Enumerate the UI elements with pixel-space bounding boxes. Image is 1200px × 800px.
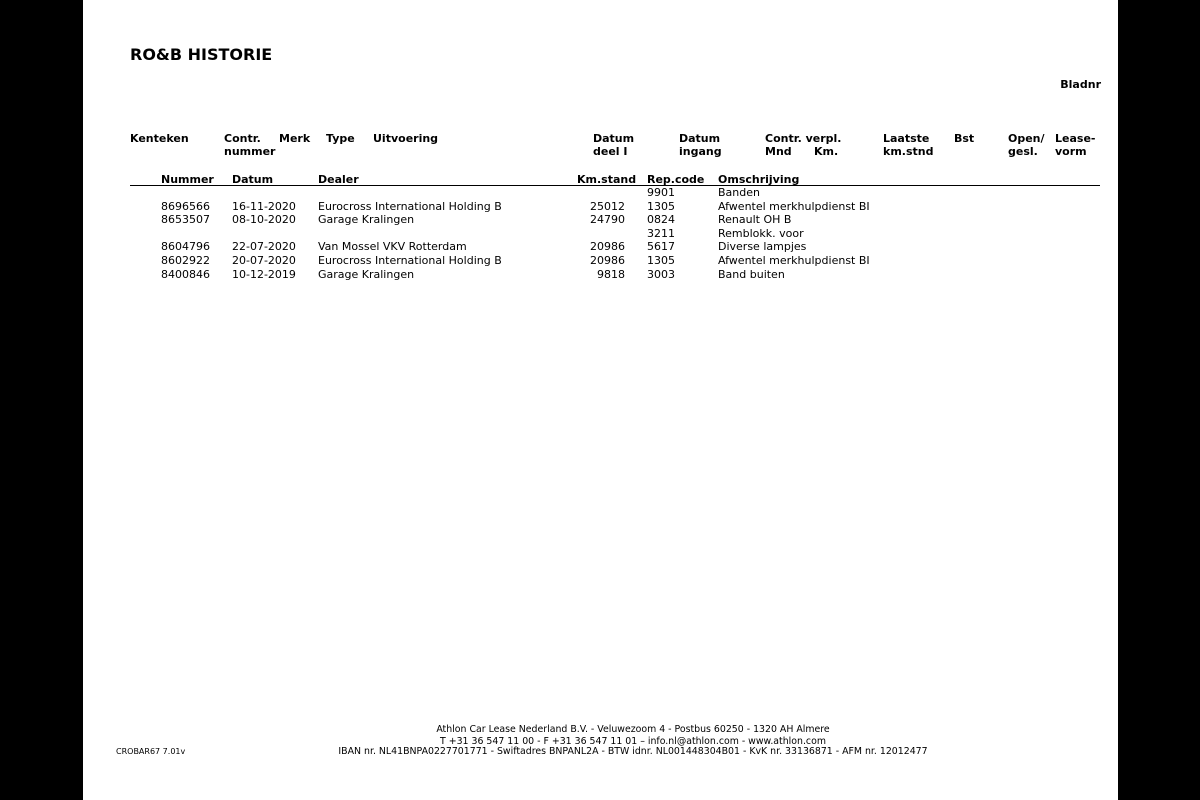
cell-km-stand: 20986 bbox=[590, 254, 625, 267]
cell-km-stand: 25012 bbox=[590, 199, 625, 213]
header-datum-deel: Datum deel I bbox=[593, 132, 635, 158]
cell-omschrijving: Afwentel merkhulpdienst BI bbox=[718, 199, 870, 213]
cell-nummer: 8602922 bbox=[161, 254, 210, 267]
page-number-label: Bladnr bbox=[1060, 78, 1101, 91]
cell-omschrijving: Band buiten bbox=[718, 267, 785, 281]
cell-datum: 22-07-2020 bbox=[232, 240, 296, 254]
cell-datum: 16-11-2020 bbox=[232, 199, 296, 213]
cell-km-stand: 20986 bbox=[590, 240, 625, 254]
cell-dealer: Eurocross International Holding B bbox=[318, 254, 502, 267]
cell-nummer: 8696566 bbox=[161, 199, 210, 213]
header-type: Type bbox=[326, 132, 355, 145]
header-uitvoering: Uitvoering bbox=[373, 132, 439, 145]
cell-dealer: Garage Kralingen bbox=[318, 213, 415, 227]
footer-registration: IBAN nr. NL41BNPA0227701771 - Swiftadres BNPANL2A - BTW idnr. NL001448304B01 - KvK nr. 33136871 - AFM nr. 12012477 bbox=[338, 746, 928, 757]
header-mnd: Mnd bbox=[765, 145, 792, 158]
footer-address: Athlon Car Lease Nederland B.V. - Veluwezoom 4 - Postbus 60250 - 1320 AH Almere bbox=[436, 724, 830, 735]
header-datum-ingang: Datum ingang bbox=[679, 132, 722, 158]
cell-dealer: Van Mossel VKV Rotterdam bbox=[318, 240, 467, 254]
cell-omschrijving: Renault OH B bbox=[718, 213, 792, 227]
cell-datum: 20-07-2020 bbox=[232, 254, 296, 267]
header-bst: Bst bbox=[954, 132, 975, 145]
column-header-nummer: Nummer bbox=[161, 173, 214, 186]
header-kenteken: Kenteken bbox=[130, 132, 189, 145]
header-contr-nummer: Contr. nummer bbox=[224, 132, 276, 158]
document-page bbox=[83, 0, 1118, 800]
header-open-gesl: Open/ gesl. bbox=[1008, 132, 1045, 158]
cell-rep-code: 3211 bbox=[647, 226, 675, 240]
cell-omschrijving: Afwentel merkhulpdienst BI bbox=[718, 254, 870, 267]
cell-omschrijving: Diverse lampjes bbox=[718, 240, 807, 254]
header-merk: Merk bbox=[279, 132, 311, 145]
cell-nummer: 8400846 bbox=[161, 267, 210, 281]
column-header-datum: Datum bbox=[232, 173, 274, 186]
column-header-dealer: Dealer bbox=[318, 173, 359, 186]
footer-contact: T +31 36 547 11 00 - F +31 36 547 11 01 – info.nl@athlon.com - www.athlon.com bbox=[440, 736, 826, 747]
header-lease-vorm: Lease- vorm bbox=[1055, 132, 1096, 158]
cell-rep-code: 5617 bbox=[647, 240, 675, 254]
cell-km-stand: 24790 bbox=[590, 213, 625, 227]
cell-nummer: 8604796 bbox=[161, 240, 210, 254]
cell-datum: 10-12-2019 bbox=[232, 267, 296, 281]
cell-rep-code: 1305 bbox=[647, 254, 675, 267]
page-title: RO&B HISTORIE bbox=[130, 45, 273, 64]
cell-rep-code: 9901 bbox=[647, 186, 675, 199]
cell-omschrijving: Banden bbox=[718, 186, 760, 199]
column-header-km-stand: Km.stand bbox=[577, 173, 637, 186]
column-header-omschrijving: Omschrijving bbox=[718, 173, 800, 186]
cell-datum: 08-10-2020 bbox=[232, 213, 296, 227]
cell-rep-code: 3003 bbox=[647, 267, 675, 281]
header-divider bbox=[130, 185, 1100, 186]
header-km: Km. bbox=[814, 145, 839, 158]
cell-rep-code: 0824 bbox=[647, 213, 675, 227]
cell-dealer: Eurocross International Holding B bbox=[318, 199, 502, 213]
cell-omschrijving: Remblokk. voor bbox=[718, 226, 804, 240]
cell-nummer: 8653507 bbox=[161, 213, 210, 227]
cell-km-stand: 9818 bbox=[597, 267, 625, 281]
form-code: CROBAR67 7.01v bbox=[116, 747, 186, 756]
header-laatste-km: Laatste km.stnd bbox=[883, 132, 934, 158]
cell-rep-code: 1305 bbox=[647, 199, 675, 213]
column-header-rep-code: Rep.code bbox=[647, 173, 705, 186]
header-contr-verpl: Contr. verpl. bbox=[765, 132, 842, 145]
cell-dealer: Garage Kralingen bbox=[318, 267, 415, 281]
